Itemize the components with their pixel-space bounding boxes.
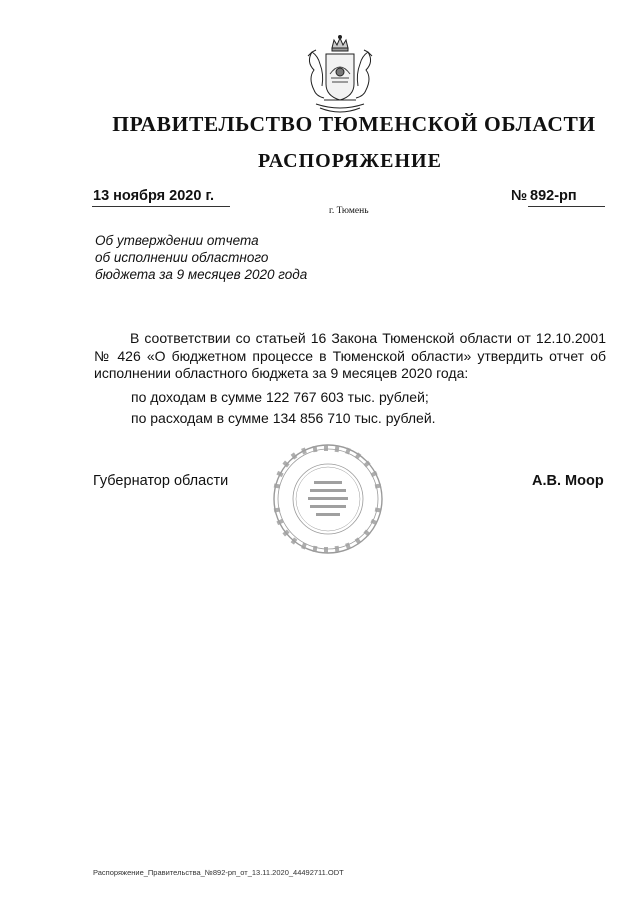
- number-underline: [528, 206, 605, 207]
- official-seal-icon: [272, 443, 384, 555]
- body-item-expenses: по расходам в сумме 134 856 710 тыс. рублей.: [131, 410, 436, 426]
- body-item-income: по доходам в сумме 122 767 603 тыс. рублей;: [131, 389, 429, 405]
- document-type-title: РАСПОРЯЖЕНИЕ: [258, 150, 442, 172]
- signer-name: А.В. Моор: [532, 473, 604, 489]
- subject-line: Об утверждении отчета: [95, 233, 259, 248]
- document-city: г. Тюмень: [329, 206, 369, 216]
- signer-title: Губернатор области: [93, 473, 229, 489]
- document-subject: [95, 232, 307, 283]
- document-date: 13 ноября 2020 г.: [93, 188, 215, 204]
- document-number-label: №: [511, 188, 528, 204]
- document-number: 892-рп: [530, 188, 577, 204]
- footer-filename: Распоряжение_Правительства_№892-рп_от_13.11.2020_44492711.ODT: [93, 868, 344, 877]
- subject-line: об исполнении областного: [95, 250, 269, 265]
- date-underline: [92, 206, 230, 207]
- subject-line: бюджета за 9 месяцев 2020 года: [95, 267, 308, 282]
- body-paragraph: В соответствии со статьей 16 Закона Тюменской области от 12.10.2001 № 426 «О бюджетном процессе в Тюменской области» утвердить отчет об исполнении областного бюджета за 9 месяцев 2020 года:: [94, 330, 606, 381]
- coat-of-arms-icon: [302, 34, 378, 118]
- organization-title: ПРАВИТЕЛЬСТВО ТЮМЕНСКОЙ ОБЛАСТИ: [112, 112, 596, 136]
